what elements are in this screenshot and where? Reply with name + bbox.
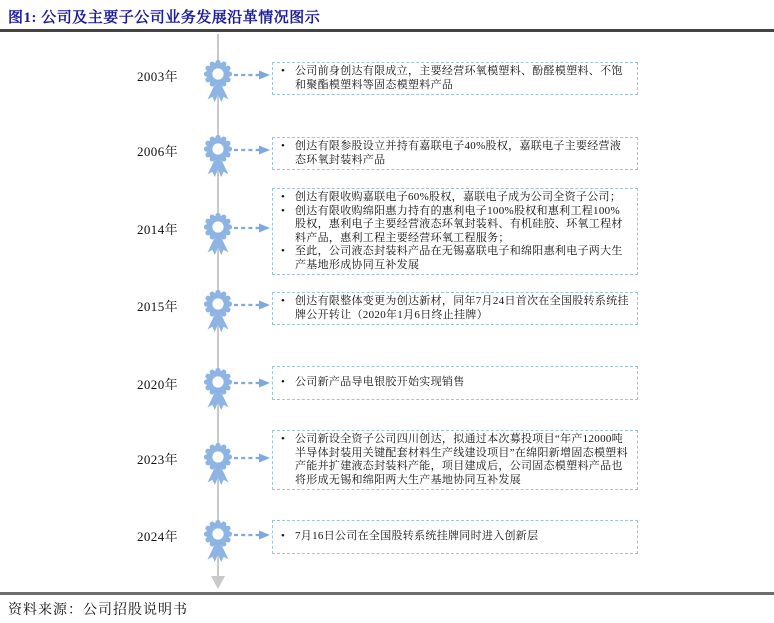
milestone-bullet: • 创达有限参股设立并持有嘉联电子40%股权，嘉联电子主要经营液态环氧封装料产品 [273,140,631,167]
milestone-year-label: 2015年 [137,299,178,314]
dashed-arrow-icon [233,377,271,389]
milestone-box [272,62,638,95]
milestone-bullet-list [273,140,631,167]
dashed-arrow-icon [233,452,271,464]
medal-icon [200,213,236,259]
medal-icon [200,60,236,106]
milestone-bullet: • 创达有限整体变更为创达新材，同年7月24日首次在全国股转系统挂牌公开转让（2020年1月6日终止挂牌） [273,295,631,322]
dashed-arrow-icon [233,144,271,156]
medal-icon [200,368,236,414]
milestone-bullet-list [273,65,631,92]
dashed-arrow-icon [233,529,271,541]
medal-icon [200,135,236,181]
milestone-bullet-list [273,376,631,390]
milestone-bullet: • 公司新产品导电银胶开始实现销售 [273,376,631,390]
source-note: 资料来源：公司招股说明书 [8,603,188,618]
milestone-bullet: • 创达有限收购嘉联电子60%股权，嘉联电子成为公司全资子公司； [273,191,631,205]
figure-title: 图1: 公司及主要子公司业务发展沿革情况图示 [8,10,321,26]
dashed-arrow-icon [233,222,271,234]
milestone-box [272,137,638,170]
milestone-box [272,292,638,325]
milestone-bullet-list [273,295,631,322]
medal-icon [200,520,236,566]
milestone-year-label: 2023年 [137,452,178,467]
dashed-arrow-icon [233,69,271,81]
milestone-year-label: 2020年 [137,377,178,392]
milestone-box [272,188,638,275]
milestone-box [272,520,638,554]
milestone-box [272,366,638,400]
milestone-bullet: • 公司新设全资子公司四川创达，拟通过本次募投项目“年产12000吨半导体封装用关键配套材料生产线建设项目”在绵阳新增固态模塑料产能并扩建液态封装料产能，项目建成后，公司固态模塑料产品也将形成无锡和绵阳两大生产基地协同互补发展 [273,433,631,487]
milestone-bullet-list [273,433,631,487]
footer-divider [0,592,774,595]
milestone-year-label: 2006年 [137,144,178,159]
milestone-box [272,430,638,490]
milestone-bullet: • 7月16日公司在全国股转系统挂牌同时进入创新层 [273,530,631,544]
medal-icon [200,290,236,336]
milestone-bullet: • 公司前身创达有限成立，主要经营环氧模塑料、酚醛模塑料、不饱和聚酯模塑料等固态模塑料产品 [273,65,631,92]
milestone-bullet: • 创达有限收购绵阳惠力持有的惠利电子100%股权和惠利工程100%股权，惠利电子主要经营液态环氧封装料、有机硅胶、环氧工程材料产品，惠利工程主要经营环氧工程服务； [273,205,631,246]
down-arrow-icon [211,576,225,589]
milestone-bullet-list [273,191,631,272]
milestone-bullet-list [273,530,631,544]
dashed-arrow-icon [233,299,271,311]
milestone-bullet: • 至此，公司液态封装料产品在无锡嘉联电子和绵阳惠利电子两大生产基地形成协同互补发展 [273,245,631,272]
medal-icon [200,443,236,489]
milestone-year-label: 2003年 [137,69,178,84]
milestone-year-label: 2024年 [137,529,178,544]
milestone-year-label: 2014年 [137,222,178,237]
